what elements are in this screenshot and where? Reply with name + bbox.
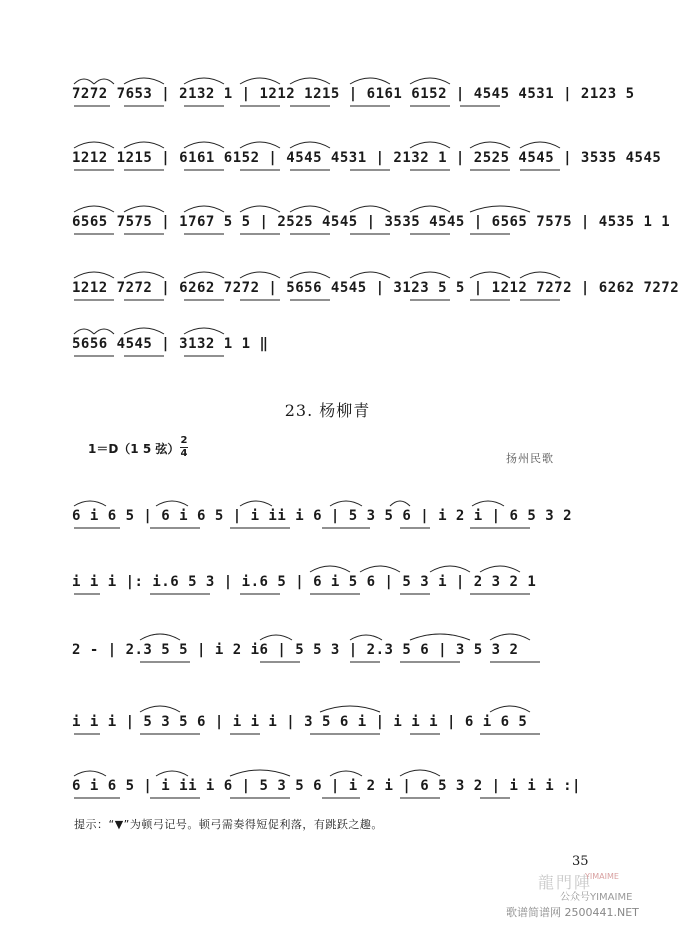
performance-hint: 提示：“▼”为顿弓记号。顿弓需奏得短促利落，有跳跃之趣。 [74,818,383,831]
key-signature: 1＝D（1 5 弦） [88,442,180,456]
piece-title: 23. 杨柳青 [284,401,371,420]
notes-text: 2 - | 2.3 5 5 | i 2 i6 | 5 5 3 | 2.3 5 6 | 3 5 3 2 [72,642,519,658]
notes-text: 6 i 6 5 | i ii i 6 | 5 3 5 6 | i 2 i | 6 5 3 2 | i i i :| [72,778,581,794]
notes-text: 5656 4545 | 3132 1 1 ‖ [72,336,269,352]
watermark-logo: 龍門陣 [538,873,593,892]
song-source: 扬州民歌 [506,452,554,465]
notes-text: i i i |: i.6 5 3 | i.6 5 | 6 i 5 6 | 5 3 i | 2 3 2 1 [72,574,537,590]
notation-line [60,700,580,740]
notes-text: 6 i 6 5 | 6 i 6 5 | i ii i 6 | 5 3 5 6 | i 2 i | 6 5 3 2 [72,508,573,524]
time-signature [180,436,188,459]
notation-line [60,764,580,804]
notes-text: 7272 7653 | 2132 1 | 1212 1215 | 6161 6152 | 4545 4531 | 2123 5 [72,86,635,102]
watermark-site: YIMAIME [585,872,619,881]
notes-text: 6565 7575 | 1767 5 5 | 2525 4545 | 3535 4545 | 6565 7575 | 4535 1 1 [72,214,671,230]
notation-line [60,72,635,112]
notation-line [60,266,679,306]
notation-line [60,322,580,362]
notes-text: i i i | 5 3 5 6 | i i i | 3 5 6 i | i i i | 6 i 6 5 [72,714,528,730]
notation-line [60,494,580,534]
notes-text: 1212 7272 | 6262 7272 | 5656 4545 | 3123 5 5 | 1212 7272 | 6262 7272 [72,280,679,296]
notation-line [60,560,580,600]
notation-line [60,628,580,668]
watermark-public: 公众号YIMAIME [560,892,633,903]
notes-text: 1212 1215 | 6161 6152 | 4545 4531 | 2132 1 | 2525 4545 | 3535 4545 [72,150,662,166]
page-number: 35 [572,854,589,869]
time-signature-bottom: 4 [180,448,188,459]
watermark-bottom: 歌谱简谱网 2500441.NET [506,906,639,919]
notation-line [60,200,671,240]
time-signature-top: 2 [180,435,188,446]
notation-line [60,136,662,176]
